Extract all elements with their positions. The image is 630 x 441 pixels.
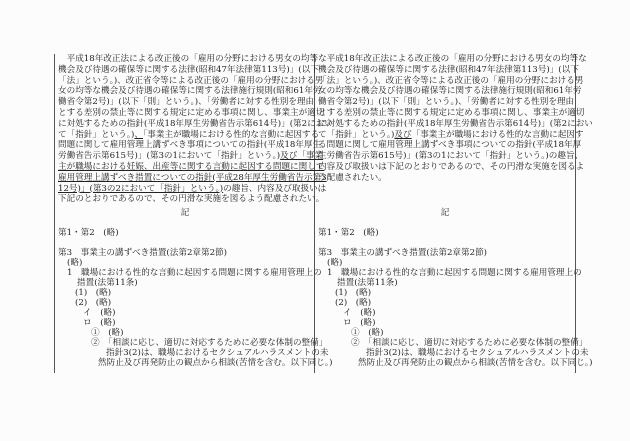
text-segment: とする差別の禁止等に関する規定に定める事項に関し、事業主が適切 <box>318 107 585 118</box>
text-segment: に対処するための指針(平成18年厚生労働省告示第614号)」(第2におい <box>318 118 593 129</box>
text-segment: 「法」という。)、改正省令等による改正後の「雇用の分野における男 <box>58 75 324 86</box>
outline-item: 1 職場における性的な言動に起因する問題に関する雇用管理上の <box>67 268 322 278</box>
text-segment: 機会及び待遇の確保等に関する法律(昭和47年法律第113号)」(以下 <box>318 64 579 75</box>
paragraph-line <box>58 129 320 141</box>
paragraph-line <box>58 75 324 87</box>
paragraph-line <box>318 107 585 119</box>
paragraph-line <box>318 64 579 76</box>
text-segment: 「法」という。)、改正省令等による改正後の「雇用の分野における男 <box>318 75 584 86</box>
outline-item: ② 「相談に応じ、適切に対応するために必要な体制の整備」 <box>351 338 588 348</box>
amended-text: 雇用管理上講ずべき措置についての指針(平成28年厚生労働省告示第3 <box>58 172 327 183</box>
amended-text: 、 <box>134 129 144 140</box>
paragraph-line <box>318 140 582 151</box>
text-segment: 下記のとおりであるので、その円滑な実施を図るよう配慮されたい。 <box>58 194 325 205</box>
paragraph-line <box>318 97 575 108</box>
table-border-right <box>575 54 576 373</box>
paragraph-line <box>318 54 587 65</box>
outline-item: 第1・第2 (略) <box>318 228 379 238</box>
paragraph-line <box>58 118 333 130</box>
text-segment: 働省令第2号)」(以下「則」という。)、「労働者に対する性別を理由 <box>58 97 315 108</box>
amended-text: 主が職場における妊娠、出産等に関する言動に起因する問題に関して <box>58 161 325 172</box>
outline-item: 然防止及び再発防止の観点から相談(苦情を含む。以下同じ。) <box>358 358 593 368</box>
outline-item: ① (略) <box>351 328 384 338</box>
amended-text: 及び <box>394 129 412 140</box>
text-segment: て「指針」という。) <box>318 129 395 140</box>
text-segment: 生労働省告示第615号)」(第3の1において「指針」という。)の趣旨、 <box>318 151 584 162</box>
outline-item: ロ (略) <box>343 318 376 328</box>
outline-item: イ (略) <box>343 308 376 318</box>
outline-item: 措置(法第11条) <box>337 278 398 288</box>
paragraph-line <box>318 161 585 173</box>
paragraph-line <box>58 194 325 205</box>
outline-item: イ (略) <box>83 308 116 318</box>
text-segment: に対処するための指針(平成18年厚生労働省告示第614号)」(第2におい <box>58 118 333 129</box>
paragraph-line <box>318 173 572 184</box>
table-border-left <box>54 54 55 373</box>
text-segment: 女の均等な機会及び待遇の確保等に関する法律施行規則(昭和61年労 <box>318 86 582 97</box>
text-segment: 平成18年改正法による改正後の「雇用の分野における男女の均等な <box>58 54 327 64</box>
outline-item: 1 職場における性的な言動に起因する問題に関する雇用管理上の <box>327 268 582 278</box>
paragraph-line <box>318 118 593 130</box>
outline-item: (1) (略) <box>75 288 112 298</box>
paragraph-line <box>58 140 322 151</box>
text-segment: 女の均等な機会及び待遇の確保等に関する法律施行規則(昭和61年労 <box>58 86 322 97</box>
text-segment: 労働省告示第615号)」(第3の1において「指針」という。) <box>58 151 281 162</box>
text-segment: る問題に関して雇用管理上講ずべき事項についての指針(平成18年厚 <box>318 140 582 151</box>
paragraph-line <box>58 161 325 173</box>
outline-item: ① (略) <box>91 328 124 338</box>
outline-item: (1) (略) <box>335 288 372 298</box>
outline-item: 第1・第2 (略) <box>58 228 119 238</box>
outline-item: ロ (略) <box>83 318 116 328</box>
paragraph-line <box>318 86 582 97</box>
text-segment: て「指針」という。) <box>58 129 135 140</box>
text-segment: 「事業主が職場における性的な言動に起因する <box>143 129 320 140</box>
column-revised <box>58 54 333 368</box>
text-segment: 働省令第2号)」(以下「則」という。)、「労働者に対する性別を理由 <box>318 97 575 108</box>
paragraph-line <box>58 172 327 184</box>
column-current <box>318 54 593 368</box>
outline-item: 然防止及び再発防止の観点から相談(苦情を含む。以下同じ。) <box>98 358 333 368</box>
paragraph-line <box>58 107 325 119</box>
outline-item: 指針3(2)は、職場におけるセクシュアルハラスメントの未 <box>106 348 329 358</box>
text-segment: 問題に関して雇用管理上講ずべき事項についての指針(平成18年厚生 <box>58 140 322 151</box>
outline-item: (略) <box>67 258 83 268</box>
outline-item: (略) <box>327 258 343 268</box>
text-segment: う配慮されたい。 <box>318 172 387 183</box>
text-segment: とする差別の禁止等に関する規定に定める事項に関し、事業主が適切 <box>58 107 325 118</box>
paragraph-line <box>58 54 327 65</box>
amended-text: 12号)」(第3の2において「指針」という。) <box>58 183 224 194</box>
text-segment: 機会及び待遇の確保等に関する法律(昭和47年法律第113号)」(以下 <box>58 64 319 75</box>
ki-heading: 記 <box>440 208 450 218</box>
paragraph-line <box>318 129 584 141</box>
outline-item: ② 「相談に応じ、適切に対応するために必要な体制の整備」 <box>91 338 328 348</box>
amended-text: 及び「事業 <box>280 151 324 162</box>
paragraph-line <box>318 75 584 87</box>
paragraph-line <box>58 64 319 76</box>
outline-item: 指針3(2)は、職場におけるセクシュアルハラスメントの未 <box>366 348 589 358</box>
outline-item: (2) (略) <box>75 298 112 308</box>
paragraph-line <box>58 86 322 97</box>
text-segment: 平成18年改正法による改正後の「雇用の分野における男女の均等な <box>318 54 587 64</box>
outline-item: 第3 事業主の講ずべき措置(法第2章第2節) <box>58 248 228 258</box>
ki-heading: 記 <box>180 208 190 218</box>
paragraph-line <box>318 151 584 162</box>
paragraph-line <box>58 183 327 195</box>
paragraph-line <box>58 151 324 162</box>
paragraph-line <box>58 97 315 108</box>
outline-item: 措置(法第11条) <box>77 278 138 288</box>
text-segment: 「事業主が職場における性的な言動に起因す <box>411 129 584 140</box>
text-segment: の趣旨、内容及び取扱いは <box>223 183 327 194</box>
outline-item: 第3 事業主の講ずべき措置(法第2章第2節) <box>318 248 488 258</box>
outline-item: (2) (略) <box>335 298 372 308</box>
text-segment: 内容及び取扱いは下記のとおりであるので、その円滑な実施を図るよ <box>318 161 585 172</box>
